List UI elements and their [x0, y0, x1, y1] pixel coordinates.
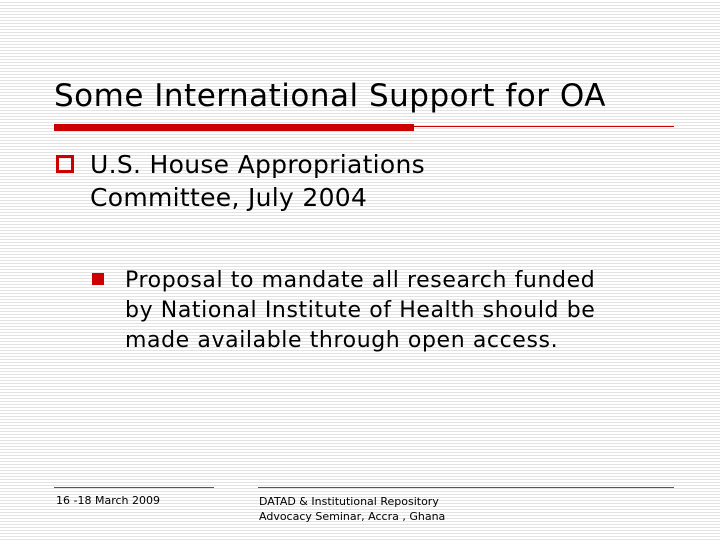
bullet-sub	[92, 266, 672, 356]
bullet-sub-text: Proposal to mandate all research funded by National Institute of Health should be made available through open access.	[125, 268, 596, 353]
title-underline-accent	[54, 124, 414, 131]
slide-title: Some International Support for OA	[54, 78, 606, 114]
footer-rule-right	[258, 487, 674, 488]
bullet-main	[56, 148, 656, 214]
hollow-square-bullet-icon	[56, 155, 74, 173]
footer-event: DATAD & Institutional Repository Advocacy Seminar, Accra , Ghana	[259, 495, 446, 523]
bullet-main-text: U.S. House Appropriations Committee, July 2004	[90, 150, 425, 212]
filled-square-bullet-icon	[92, 273, 104, 285]
footer-date: 16 -18 March 2009	[56, 494, 160, 507]
footer-rule-left	[54, 487, 214, 488]
title-underline-rule	[414, 126, 674, 127]
